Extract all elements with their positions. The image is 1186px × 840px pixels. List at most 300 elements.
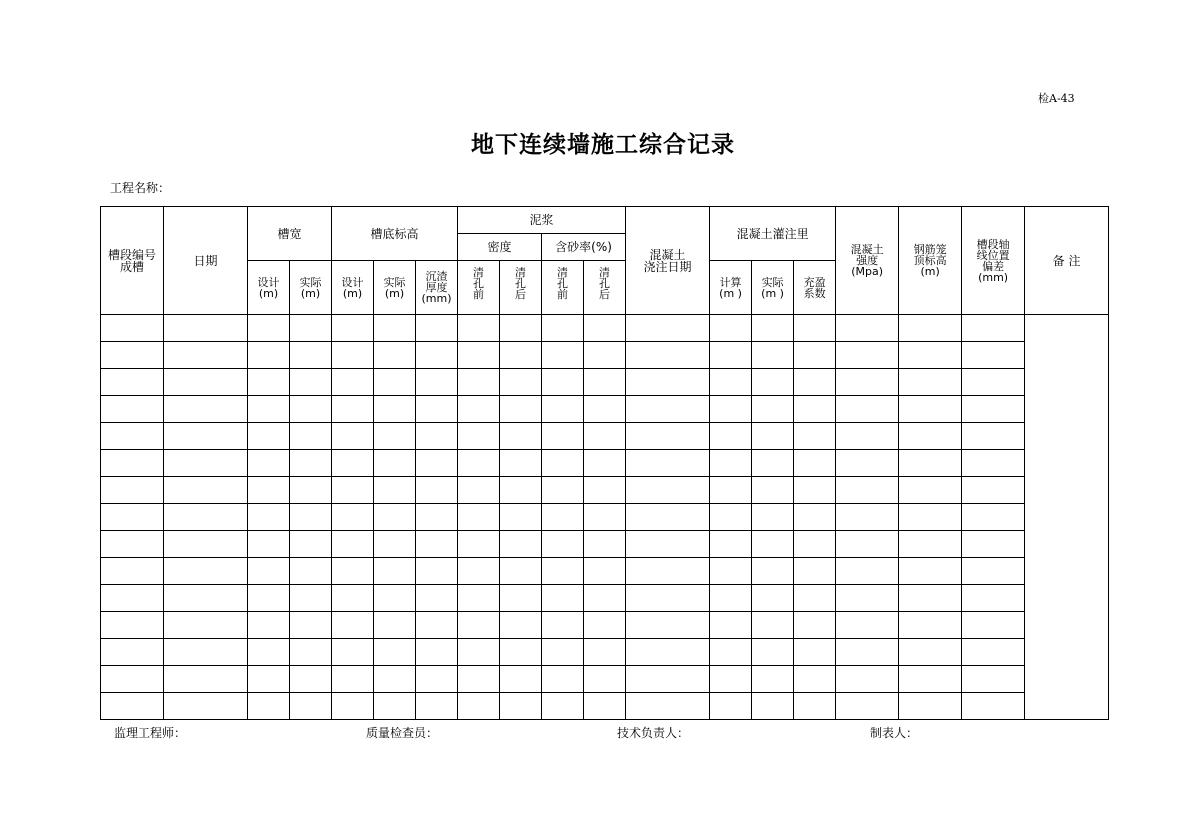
footer-supervisor: 监理工程师：	[114, 726, 187, 740]
table-cell[interactable]	[962, 423, 1025, 450]
table-cell[interactable]	[899, 693, 962, 720]
table-cell[interactable]	[542, 693, 584, 720]
table-cell[interactable]	[542, 504, 584, 531]
table-cell[interactable]	[962, 396, 1025, 423]
table-cell[interactable]	[248, 423, 290, 450]
table-cell[interactable]	[542, 612, 584, 639]
table-cell[interactable]	[836, 585, 899, 612]
header-sediment-line-1: 沉渣	[425, 270, 448, 283]
table-cell[interactable]	[458, 477, 500, 504]
table-cell[interactable]	[416, 396, 458, 423]
table-cell[interactable]	[542, 639, 584, 666]
table-cell[interactable]	[584, 666, 626, 693]
table-cell[interactable]	[332, 315, 374, 342]
table-cell[interactable]	[752, 369, 794, 396]
table-cell[interactable]	[458, 369, 500, 396]
table-cell[interactable]	[374, 531, 416, 558]
table-cell[interactable]	[416, 423, 458, 450]
table-cell[interactable]	[458, 612, 500, 639]
table-cell[interactable]	[626, 666, 710, 693]
table-cell[interactable]	[248, 396, 290, 423]
table-cell[interactable]	[752, 558, 794, 585]
table-cell[interactable]	[374, 396, 416, 423]
table-cell[interactable]	[626, 585, 710, 612]
table-row	[101, 558, 1109, 585]
table-cell[interactable]	[290, 342, 332, 369]
table-cell[interactable]	[710, 477, 752, 504]
table-cell[interactable]	[374, 558, 416, 585]
table-cell[interactable]	[500, 504, 542, 531]
table-cell[interactable]	[416, 666, 458, 693]
table-cell[interactable]	[458, 396, 500, 423]
table-cell[interactable]	[752, 450, 794, 477]
table-cell[interactable]	[794, 504, 836, 531]
table-cell[interactable]	[332, 666, 374, 693]
table-cell[interactable]	[101, 315, 164, 342]
table-cell[interactable]	[101, 693, 164, 720]
table-cell[interactable]	[584, 369, 626, 396]
table-cell[interactable]	[794, 585, 836, 612]
header-sand-after	[584, 261, 626, 315]
table-row	[101, 666, 1109, 693]
table-cell[interactable]	[962, 558, 1025, 585]
table-cell[interactable]	[626, 477, 710, 504]
table-cell[interactable]	[626, 396, 710, 423]
table-row	[101, 369, 1109, 396]
header-trench-bottom: 槽底标高	[332, 207, 458, 261]
table-cell[interactable]	[248, 477, 290, 504]
table-cell[interactable]	[794, 342, 836, 369]
header-sediment	[416, 261, 458, 315]
table-cell[interactable]	[962, 612, 1025, 639]
table-cell[interactable]	[542, 477, 584, 504]
table-cell[interactable]	[836, 558, 899, 585]
table-cell[interactable]	[752, 396, 794, 423]
table-cell[interactable]	[374, 477, 416, 504]
table-cell[interactable]	[584, 423, 626, 450]
table-cell[interactable]	[164, 369, 248, 396]
table-cell[interactable]	[332, 342, 374, 369]
table-cell[interactable]	[101, 369, 164, 396]
header-remarks: 备 注	[1025, 207, 1109, 315]
table-cell[interactable]	[164, 585, 248, 612]
table-cell[interactable]	[374, 504, 416, 531]
table-cell[interactable]	[710, 369, 752, 396]
table-cell[interactable]	[962, 666, 1025, 693]
table-cell[interactable]	[500, 693, 542, 720]
table-cell[interactable]	[962, 504, 1025, 531]
table-cell[interactable]	[164, 396, 248, 423]
table-cell[interactable]	[248, 612, 290, 639]
table-cell[interactable]	[752, 477, 794, 504]
table-cell[interactable]	[899, 639, 962, 666]
table-cell[interactable]	[164, 342, 248, 369]
table-cell[interactable]	[500, 558, 542, 585]
table-cell[interactable]	[248, 558, 290, 585]
table-cell[interactable]	[416, 612, 458, 639]
table-cell[interactable]	[290, 585, 332, 612]
table-cell[interactable]	[416, 639, 458, 666]
table-cell[interactable]	[290, 396, 332, 423]
table-cell[interactable]	[899, 315, 962, 342]
table-cell[interactable]	[584, 315, 626, 342]
table-cell[interactable]	[416, 531, 458, 558]
table-cell[interactable]	[500, 612, 542, 639]
table-cell[interactable]	[836, 342, 899, 369]
table-cell[interactable]	[416, 315, 458, 342]
table-cell[interactable]	[374, 639, 416, 666]
table-cell[interactable]	[542, 558, 584, 585]
table-cell[interactable]	[899, 585, 962, 612]
header-pour-date	[626, 207, 710, 315]
table-row	[101, 315, 1109, 342]
table-cell[interactable]	[416, 585, 458, 612]
table-cell[interactable]	[899, 369, 962, 396]
table-cell[interactable]	[752, 639, 794, 666]
table-cell[interactable]	[710, 693, 752, 720]
table-cell[interactable]	[101, 396, 164, 423]
table-cell[interactable]	[584, 531, 626, 558]
table-cell[interactable]	[290, 558, 332, 585]
table-cell[interactable]	[101, 612, 164, 639]
table-cell[interactable]	[164, 531, 248, 558]
table-cell[interactable]	[164, 504, 248, 531]
table-cell[interactable]	[962, 369, 1025, 396]
table-cell[interactable]	[332, 585, 374, 612]
table-cell[interactable]	[626, 450, 710, 477]
table-cell[interactable]	[836, 369, 899, 396]
table-cell[interactable]	[752, 504, 794, 531]
table-cell[interactable]	[164, 450, 248, 477]
header-axis-deviation-line-2: 线位置	[976, 248, 1010, 262]
table-cell[interactable]	[164, 477, 248, 504]
table-cell[interactable]	[836, 396, 899, 423]
table-cell[interactable]	[836, 477, 899, 504]
table-cell[interactable]	[584, 477, 626, 504]
table-cell[interactable]	[458, 693, 500, 720]
header-axis-deviation-line-4: (mm)	[978, 270, 1009, 284]
table-cell[interactable]	[899, 666, 962, 693]
table-cell[interactable]	[101, 342, 164, 369]
table-cell[interactable]	[836, 612, 899, 639]
table-cell[interactable]	[248, 639, 290, 666]
table-cell[interactable]	[626, 423, 710, 450]
table-cell[interactable]	[626, 639, 710, 666]
table-cell[interactable]	[248, 369, 290, 396]
table-cell[interactable]	[290, 315, 332, 342]
table-cell[interactable]	[794, 531, 836, 558]
table-cell[interactable]	[710, 315, 752, 342]
table-cell[interactable]	[248, 315, 290, 342]
header-density: 密度	[458, 234, 542, 261]
header-section-id-line-2: 成槽	[119, 259, 144, 274]
table-cell[interactable]	[101, 585, 164, 612]
table-cell[interactable]	[542, 396, 584, 423]
table-cell[interactable]	[710, 423, 752, 450]
table-cell[interactable]	[794, 558, 836, 585]
table-cell[interactable]	[542, 342, 584, 369]
table-cell[interactable]	[374, 585, 416, 612]
table-cell[interactable]	[962, 639, 1025, 666]
header-sand-before	[542, 261, 584, 315]
remarks-cell[interactable]	[1025, 315, 1109, 720]
table-cell[interactable]	[836, 531, 899, 558]
table-row	[101, 450, 1109, 477]
table-cell[interactable]	[101, 558, 164, 585]
table-cell[interactable]	[836, 423, 899, 450]
table-cell[interactable]	[500, 396, 542, 423]
table-cell[interactable]	[710, 396, 752, 423]
table-cell[interactable]	[752, 342, 794, 369]
table-cell[interactable]	[332, 639, 374, 666]
table-cell[interactable]	[416, 369, 458, 396]
table-cell[interactable]	[836, 639, 899, 666]
table-cell[interactable]	[500, 315, 542, 342]
table-cell[interactable]	[374, 315, 416, 342]
table-cell[interactable]	[962, 477, 1025, 504]
table-cell[interactable]	[584, 450, 626, 477]
table-cell[interactable]	[710, 666, 752, 693]
table-cell[interactable]	[899, 558, 962, 585]
table-cell[interactable]	[101, 531, 164, 558]
table-cell[interactable]	[584, 396, 626, 423]
table-cell[interactable]	[164, 639, 248, 666]
table-cell[interactable]	[794, 693, 836, 720]
footer-inspector: 质量检查员：	[366, 726, 439, 740]
table-cell[interactable]	[626, 558, 710, 585]
table-cell[interactable]	[584, 612, 626, 639]
table-cell[interactable]	[290, 423, 332, 450]
table-cell[interactable]	[500, 369, 542, 396]
table-cell[interactable]	[710, 531, 752, 558]
form-code: 检A-43	[1038, 92, 1075, 105]
table-cell[interactable]	[710, 504, 752, 531]
table-cell[interactable]	[752, 423, 794, 450]
table-cell[interactable]	[374, 612, 416, 639]
table-cell[interactable]	[164, 612, 248, 639]
table-cell[interactable]	[458, 666, 500, 693]
table-cell[interactable]	[962, 315, 1025, 342]
table-cell[interactable]	[500, 450, 542, 477]
table-cell[interactable]	[626, 315, 710, 342]
table-cell[interactable]	[710, 558, 752, 585]
table-cell[interactable]	[248, 342, 290, 369]
table-cell[interactable]	[500, 666, 542, 693]
table-cell[interactable]	[458, 450, 500, 477]
table-cell[interactable]	[794, 612, 836, 639]
table-cell[interactable]	[374, 342, 416, 369]
table-cell[interactable]	[500, 585, 542, 612]
table-cell[interactable]	[836, 450, 899, 477]
table-cell[interactable]	[416, 558, 458, 585]
table-cell[interactable]	[836, 504, 899, 531]
table-cell[interactable]	[752, 612, 794, 639]
table-cell[interactable]	[752, 666, 794, 693]
table-cell[interactable]	[584, 504, 626, 531]
table-cell[interactable]	[290, 612, 332, 639]
table-cell[interactable]	[794, 315, 836, 342]
table-cell[interactable]	[962, 585, 1025, 612]
header-density-before-line-2: 孔	[473, 277, 485, 290]
table-cell[interactable]	[542, 423, 584, 450]
table-cell[interactable]	[374, 450, 416, 477]
table-cell[interactable]	[542, 585, 584, 612]
table-cell[interactable]	[248, 450, 290, 477]
table-cell[interactable]	[794, 369, 836, 396]
table-cell[interactable]	[710, 342, 752, 369]
table-cell[interactable]	[416, 504, 458, 531]
table-cell[interactable]	[836, 693, 899, 720]
header-volume-actual-line-1: 实际	[761, 275, 784, 289]
table-cell[interactable]	[332, 423, 374, 450]
table-cell[interactable]	[332, 450, 374, 477]
table-cell[interactable]	[164, 315, 248, 342]
table-cell[interactable]	[899, 423, 962, 450]
table-cell[interactable]	[794, 423, 836, 450]
table-cell[interactable]	[101, 504, 164, 531]
table-cell[interactable]	[899, 450, 962, 477]
table-cell[interactable]	[542, 369, 584, 396]
table-cell[interactable]	[899, 396, 962, 423]
table-cell[interactable]	[710, 639, 752, 666]
table-cell[interactable]	[164, 693, 248, 720]
table-cell[interactable]	[836, 666, 899, 693]
table-cell[interactable]	[626, 504, 710, 531]
header-sediment-line-3: (mm)	[421, 292, 452, 305]
table-row	[101, 612, 1109, 639]
table-cell[interactable]	[542, 450, 584, 477]
table-cell[interactable]	[962, 342, 1025, 369]
table-cell[interactable]	[374, 369, 416, 396]
table-cell[interactable]	[899, 612, 962, 639]
table-cell[interactable]	[416, 477, 458, 504]
table-cell[interactable]	[500, 342, 542, 369]
table-cell[interactable]	[962, 693, 1025, 720]
table-cell[interactable]	[101, 450, 164, 477]
table-cell[interactable]	[416, 342, 458, 369]
table-cell[interactable]	[794, 639, 836, 666]
table-cell[interactable]	[458, 504, 500, 531]
header-axis-deviation-line-1: 槽段轴	[976, 237, 1010, 251]
table-cell[interactable]	[290, 693, 332, 720]
table-cell[interactable]	[164, 666, 248, 693]
table-cell[interactable]	[500, 639, 542, 666]
table-cell[interactable]	[584, 693, 626, 720]
table-cell[interactable]	[290, 504, 332, 531]
table-cell[interactable]	[500, 477, 542, 504]
table-cell[interactable]	[794, 477, 836, 504]
table-cell[interactable]	[290, 450, 332, 477]
table-cell[interactable]	[458, 342, 500, 369]
table-cell[interactable]	[248, 531, 290, 558]
table-cell[interactable]	[332, 693, 374, 720]
table-cell[interactable]	[752, 315, 794, 342]
table-cell[interactable]	[248, 585, 290, 612]
table-cell[interactable]	[752, 531, 794, 558]
table-cell[interactable]	[332, 504, 374, 531]
table-cell[interactable]	[899, 504, 962, 531]
table-cell[interactable]	[248, 666, 290, 693]
table-cell[interactable]	[752, 693, 794, 720]
table-cell[interactable]	[458, 423, 500, 450]
table-cell[interactable]	[101, 639, 164, 666]
table-cell[interactable]	[332, 531, 374, 558]
table-cell[interactable]	[710, 612, 752, 639]
table-cell[interactable]	[248, 504, 290, 531]
table-cell[interactable]	[752, 585, 794, 612]
table-cell[interactable]	[836, 315, 899, 342]
table-cell[interactable]	[542, 315, 584, 342]
table-cell[interactable]	[290, 531, 332, 558]
table-cell[interactable]	[290, 639, 332, 666]
table-cell[interactable]	[290, 369, 332, 396]
table-cell[interactable]	[458, 558, 500, 585]
table-cell[interactable]	[458, 531, 500, 558]
header-width-actual	[290, 261, 332, 315]
table-cell[interactable]	[416, 450, 458, 477]
table-cell[interactable]	[542, 531, 584, 558]
table-cell[interactable]	[794, 666, 836, 693]
table-cell[interactable]	[584, 558, 626, 585]
table-cell[interactable]	[584, 342, 626, 369]
table-cell[interactable]	[584, 585, 626, 612]
table-cell[interactable]	[374, 666, 416, 693]
table-cell[interactable]	[332, 396, 374, 423]
table-cell[interactable]	[164, 558, 248, 585]
table-cell[interactable]	[962, 450, 1025, 477]
table-cell[interactable]	[710, 585, 752, 612]
table-cell[interactable]	[374, 693, 416, 720]
table-cell[interactable]	[101, 477, 164, 504]
table-cell[interactable]	[899, 531, 962, 558]
table-cell[interactable]	[500, 531, 542, 558]
table-cell[interactable]	[332, 477, 374, 504]
table-cell[interactable]	[248, 693, 290, 720]
table-cell[interactable]	[290, 666, 332, 693]
table-cell[interactable]	[626, 612, 710, 639]
table-cell[interactable]	[101, 423, 164, 450]
table-cell[interactable]	[101, 666, 164, 693]
header-bottom-design-line-1: 设计	[341, 275, 364, 289]
table-cell[interactable]	[374, 423, 416, 450]
table-cell[interactable]	[458, 639, 500, 666]
table-cell[interactable]	[899, 342, 962, 369]
table-cell[interactable]	[626, 693, 710, 720]
header-density-after	[500, 261, 542, 315]
table-cell[interactable]	[710, 450, 752, 477]
table-cell[interactable]	[332, 369, 374, 396]
table-cell[interactable]	[899, 477, 962, 504]
table-cell[interactable]	[584, 639, 626, 666]
table-cell[interactable]	[794, 396, 836, 423]
table-cell[interactable]	[542, 666, 584, 693]
table-cell[interactable]	[416, 693, 458, 720]
table-cell[interactable]	[332, 612, 374, 639]
table-cell[interactable]	[332, 558, 374, 585]
table-cell[interactable]	[290, 477, 332, 504]
table-cell[interactable]	[164, 423, 248, 450]
table-cell[interactable]	[794, 450, 836, 477]
table-cell[interactable]	[626, 531, 710, 558]
table-cell[interactable]	[458, 585, 500, 612]
table-cell[interactable]	[962, 531, 1025, 558]
header-pour-date-line-1: 混凝土	[649, 247, 686, 262]
header-volume-actual-line-2: (m )	[761, 286, 784, 300]
table-cell[interactable]	[626, 342, 710, 369]
table-cell[interactable]	[458, 315, 500, 342]
table-cell[interactable]	[626, 369, 710, 396]
table-cell[interactable]	[500, 423, 542, 450]
